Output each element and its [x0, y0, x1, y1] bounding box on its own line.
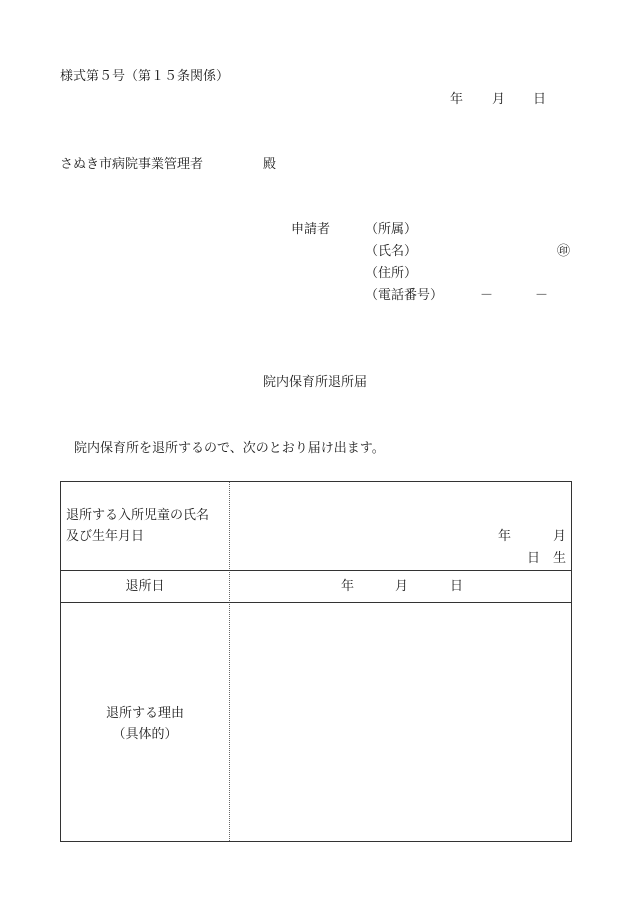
row-divider-1 [61, 570, 571, 571]
addressee-name: さぬき市病院事業管理者 [60, 157, 204, 172]
column-divider [229, 482, 230, 841]
birth-day-label: 日 [527, 551, 541, 566]
date-year-label: 年 [450, 92, 464, 107]
intro-text: 院内保育所を退所するので、次のとおり届け出ます。 [74, 441, 385, 456]
withdrawal-date-label: 退所日 [125, 579, 165, 594]
birth-year-label: 年 [498, 529, 512, 544]
phone-dash-2: － [535, 288, 549, 303]
applicant-label: 申請者 [291, 222, 331, 237]
reason-label-line1: 退所する理由 [105, 706, 184, 721]
date-month-label: 月 [492, 92, 506, 107]
birth-suffix-label: 生 [553, 551, 567, 566]
birth-month-label: 月 [553, 529, 567, 544]
addressee-honorific: 殿 [263, 157, 277, 172]
withdrawal-month-label: 月 [395, 579, 409, 594]
applicant-phone-label: （電話番号） [365, 288, 444, 303]
applicant-name-label: （氏名） [365, 244, 418, 259]
date-day-label: 日 [533, 92, 547, 107]
reason-label-line2: （具体的） [112, 727, 178, 742]
phone-dash-1: － [480, 288, 494, 303]
withdrawal-form-table [60, 481, 572, 842]
applicant-affiliation-label: （所属） [365, 222, 418, 237]
document-title: 院内保育所退所届 [262, 375, 367, 390]
applicant-address-label: （住所） [365, 266, 418, 281]
row-divider-2 [61, 602, 571, 603]
form-number: 様式第５号（第１５条関係） [60, 69, 230, 84]
withdrawal-year-label: 年 [341, 579, 355, 594]
child-name-label-line2: 及び生年月日 [66, 529, 145, 544]
withdrawal-day-label: 日 [450, 579, 464, 594]
child-name-label-line1: 退所する入所児童の氏名 [66, 508, 210, 523]
seal-mark: ㊞ [557, 244, 571, 259]
